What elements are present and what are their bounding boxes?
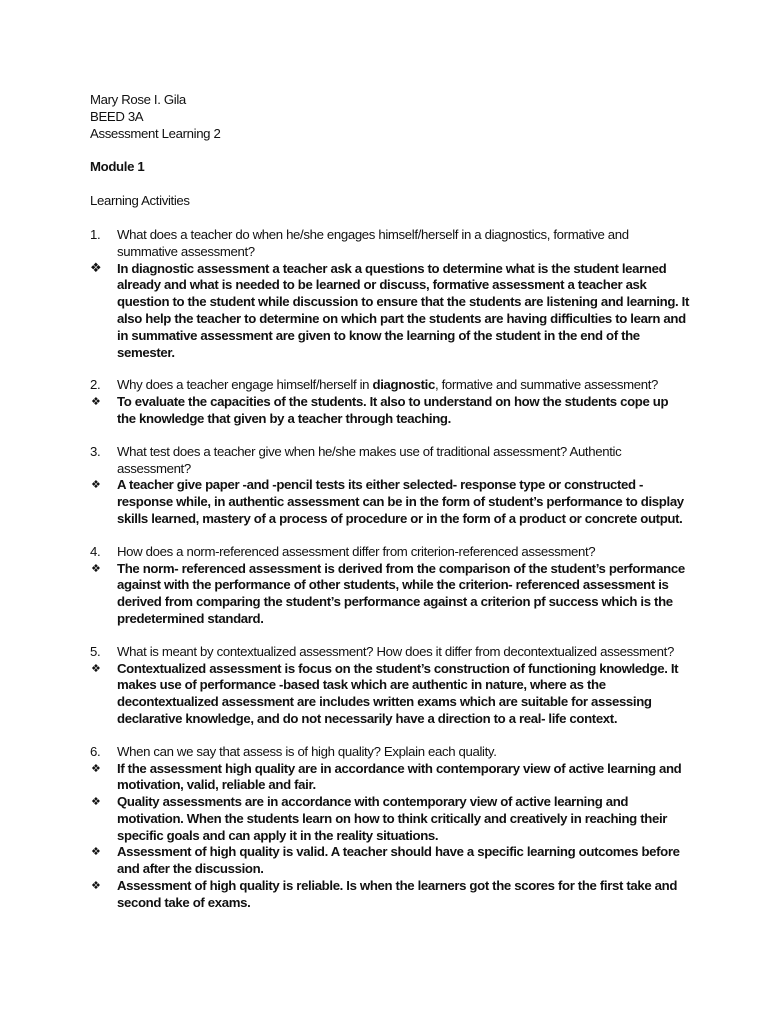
diamond-bullet-icon: ❖ xyxy=(91,661,101,675)
diamond-bullet-icon: ❖ xyxy=(91,795,101,809)
question-text-part: What test does a teacher give when he/she makes use of traditional assessment? Authentic assessment? xyxy=(117,443,622,476)
question-text xyxy=(117,377,690,394)
question-text xyxy=(117,744,690,761)
question-row xyxy=(90,227,690,261)
question-block xyxy=(90,444,690,528)
question-text-part: What is meant by contextualized assessment? How does it differ from decontextualized assessment? xyxy=(117,643,674,659)
question-row xyxy=(90,444,690,478)
question-block xyxy=(90,744,690,912)
question-text xyxy=(117,444,690,478)
answer-row xyxy=(90,561,690,628)
diamond-bullet-icon: ❖ xyxy=(91,845,101,859)
answer-row xyxy=(90,394,690,428)
question-text-part: How does a norm-referenced assessment differ from criterion-referenced assessment? xyxy=(117,543,596,559)
answer-text: A teacher give paper -and -pencil tests its either selected- response type or constructed -response while, in authentic assessment can be in the form of student’s performance to display skills learned, mastery of a process of procedure or in the form of a product or concrete output. xyxy=(117,477,684,526)
question-number: 1. xyxy=(90,226,101,242)
diamond-bullet-icon: ❖ xyxy=(91,761,101,775)
answer-row xyxy=(90,661,690,728)
diamond-bullet-icon: ❖ xyxy=(91,478,101,492)
course-section: BEED 3A xyxy=(90,108,144,124)
question-list xyxy=(90,227,690,912)
answer-text: Contextualized assessment is focus on the student’s construction of functioning knowledge. It makes use of performance -based task which are authentic in nature, where as the decontextualized assessment are includes written exams which are suitable for assessing declarative knowledge, and do not necessarily have a direction to a real- life context. xyxy=(117,660,679,726)
question-block xyxy=(90,377,690,427)
answer-text: Assessment of high quality is valid. A teacher should have a specific learning outcomes before and after the discussion. xyxy=(117,844,680,877)
question-text-part: What does a teacher do when he/she engages himself/herself in a diagnostics, formative and summative assessment? xyxy=(117,226,629,259)
answer-row xyxy=(90,261,690,362)
question-text-part: , formative and summative assessment? xyxy=(434,377,658,393)
question-emphasis: diagnostic xyxy=(372,377,435,393)
question-text xyxy=(117,227,690,261)
question-block xyxy=(90,544,690,628)
module-title: Module 1 xyxy=(90,159,145,175)
question-text xyxy=(117,644,690,661)
section-title: Learning Activities xyxy=(90,193,190,209)
question-block xyxy=(90,227,690,361)
diamond-bullet-icon: ❖ xyxy=(91,395,101,409)
question-number: 6. xyxy=(90,743,101,759)
question-number: 5. xyxy=(90,643,101,659)
question-row xyxy=(90,644,690,661)
question-number: 2. xyxy=(90,377,101,393)
question-block xyxy=(90,644,690,728)
answer-row xyxy=(90,844,690,878)
question-text xyxy=(117,544,690,561)
answer-text: To evaluate the capacities of the students. It also to understand on how the students cope up the knowledge that given by a teacher through teaching. xyxy=(117,394,669,426)
answer-text: The norm- referenced assessment is derived from the comparison of the student’s performance against with the performance of other students, while the criterion- referenced assessment is derived from comparing the student’s performance against a criterion pf success which is the predetermined standard. xyxy=(117,560,685,626)
student-name: Mary Rose I. Gila xyxy=(90,92,186,107)
question-text-part: When can we say that assess is of high quality? Explain each quality. xyxy=(117,743,497,759)
answer-row xyxy=(90,878,690,912)
answer-row xyxy=(90,477,690,527)
answer-row xyxy=(90,761,690,795)
subject-title: Assessment Learning 2 xyxy=(90,125,221,141)
diamond-bullet-icon: ❖ xyxy=(90,260,102,276)
question-row xyxy=(90,544,690,561)
answer-text: Assessment of high quality is reliable. Is when the learners got the scores for the first take and second take of exams. xyxy=(117,878,678,910)
answer-text: If the assessment high quality are in accordance with contemporary view of active learning and motivation, valid, reliable and fair. xyxy=(117,760,682,793)
document-body xyxy=(90,92,690,928)
answer-row xyxy=(90,794,690,844)
diamond-bullet-icon: ❖ xyxy=(91,561,101,575)
question-row xyxy=(90,377,690,394)
question-row xyxy=(90,744,690,761)
answer-text: Quality assessments are in accordance with contemporary view of active learning and motivation. When the students learn on how to think critically and creatively in reaching their specific goals and can apply it in the reality situations. xyxy=(117,794,668,843)
diamond-bullet-icon: ❖ xyxy=(91,879,101,893)
question-text-part: Why does a teacher engage himself/herself in xyxy=(117,377,373,393)
question-number: 3. xyxy=(90,443,101,459)
question-number: 4. xyxy=(90,543,101,559)
answer-text: In diagnostic assessment a teacher ask a questions to determine what is the student learned already and what is needed to be learned or discuss, formative assessment a teacher ask question to the student while discussion to ensure that the students are listening and learning. It also help the teacher to determine on which part the students are having difficulties to learn and in summative assessment are given to know the learning of the student in the end of the semester. xyxy=(117,260,690,360)
